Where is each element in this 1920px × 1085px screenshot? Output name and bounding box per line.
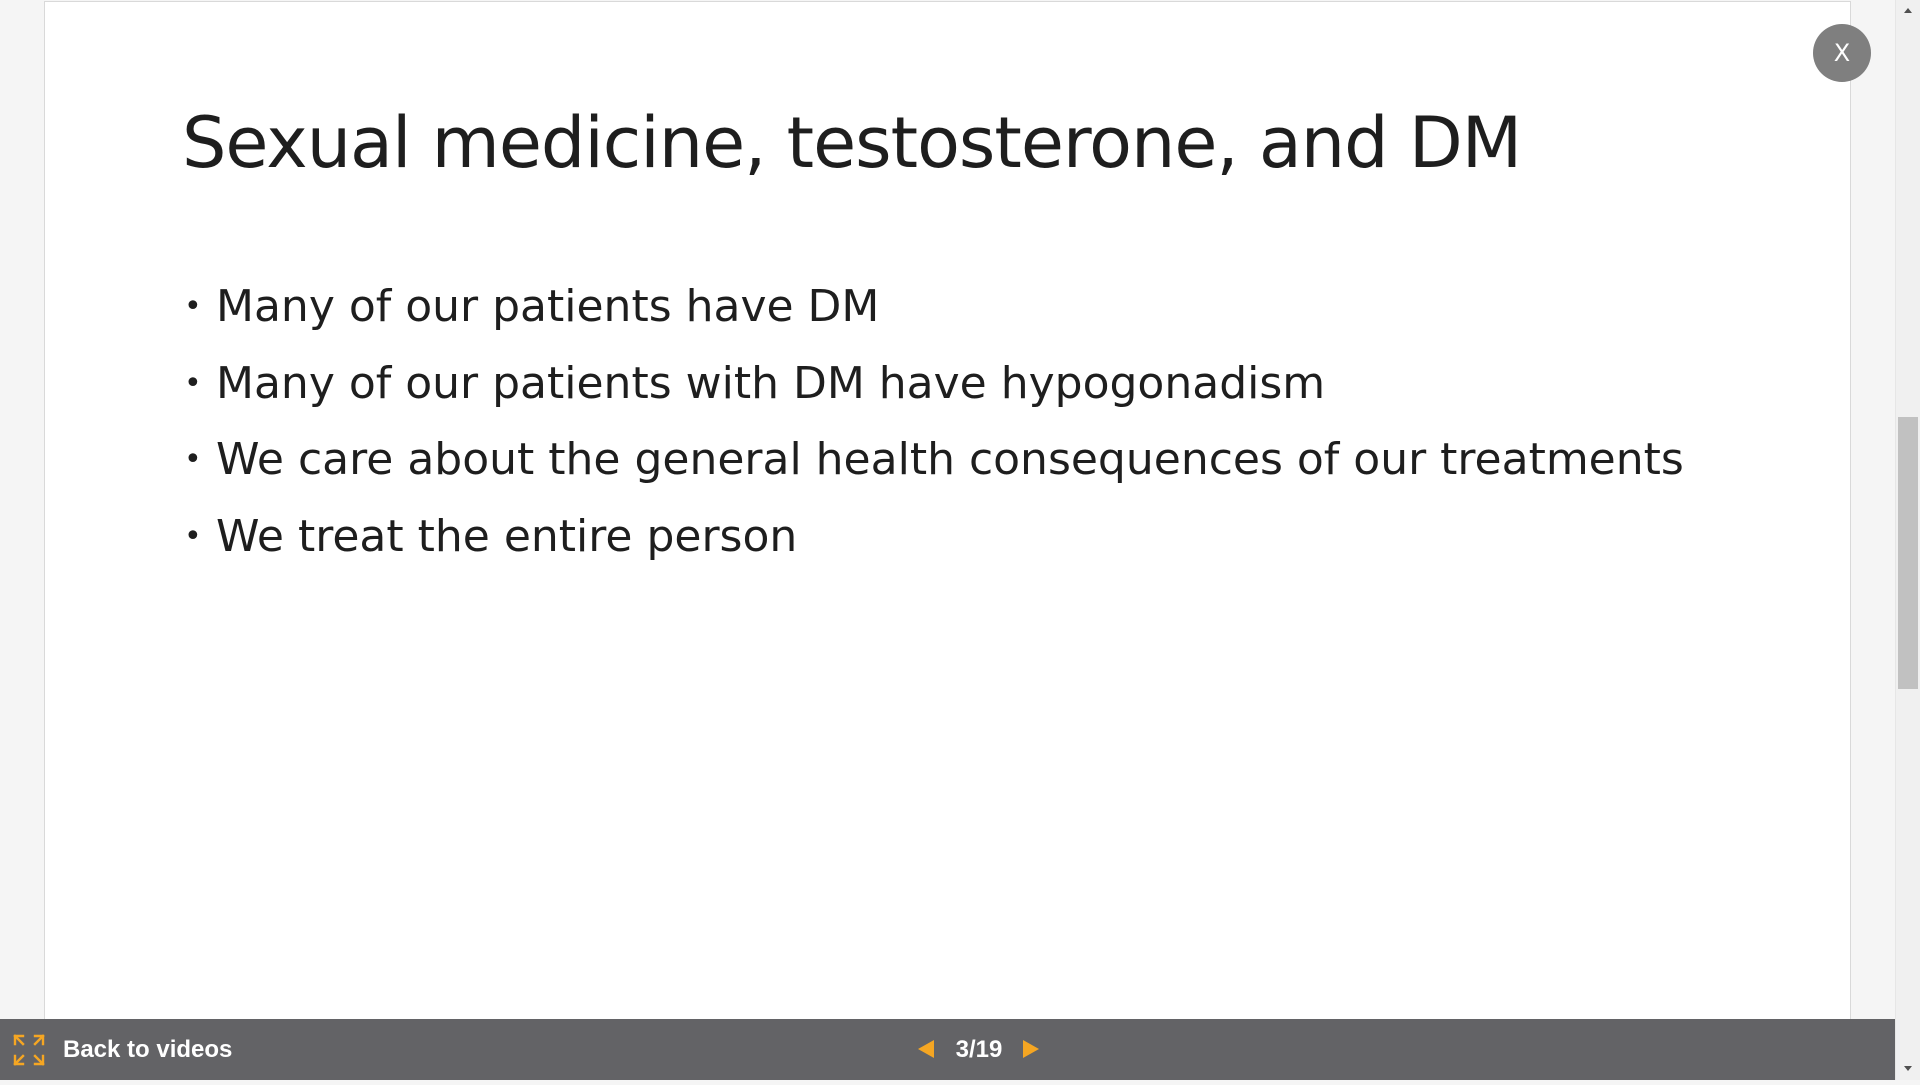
scroll-down-arrow-icon[interactable] [1896,1056,1920,1080]
bullet-list [182,274,1684,580]
bullet-dot: • [184,518,202,554]
next-slide-button[interactable] [1020,1038,1042,1060]
slide [44,1,1851,1020]
bullet-item [182,427,1684,504]
bullet-text: Many of our patients have DM [216,281,880,332]
slide-title: Sexual medicine, testosterone, and DM [182,102,1522,184]
back-to-videos-link[interactable]: Back to videos [63,1036,233,1063]
bullet-dot: • [184,289,202,324]
expand-arrows-icon[interactable] [12,1033,46,1067]
bullet-text: Many of our patients with DM have hypogonadism [216,357,1326,409]
scroll-thumb[interactable] [1898,417,1918,689]
prev-slide-button[interactable] [915,1038,937,1060]
close-button[interactable]: X [1813,24,1871,82]
chevron-right-icon [1020,1038,1042,1060]
bullet-text: We care about the general health consequences of our treatments [216,434,1684,485]
bottom-toolbar [0,1019,1895,1080]
bullet-item [182,504,1684,581]
bullet-dot: • [184,442,202,477]
bullet-text: We treat the entire person [216,510,798,562]
bullet-dot: • [184,365,202,401]
bullet-item [182,351,1684,428]
vertical-scrollbar[interactable] [1895,0,1920,1080]
scroll-up-arrow-icon[interactable] [1896,0,1920,24]
bullet-item [182,274,1684,351]
chevron-left-icon [915,1038,937,1060]
page-counter: 3/19 [955,1036,1003,1063]
